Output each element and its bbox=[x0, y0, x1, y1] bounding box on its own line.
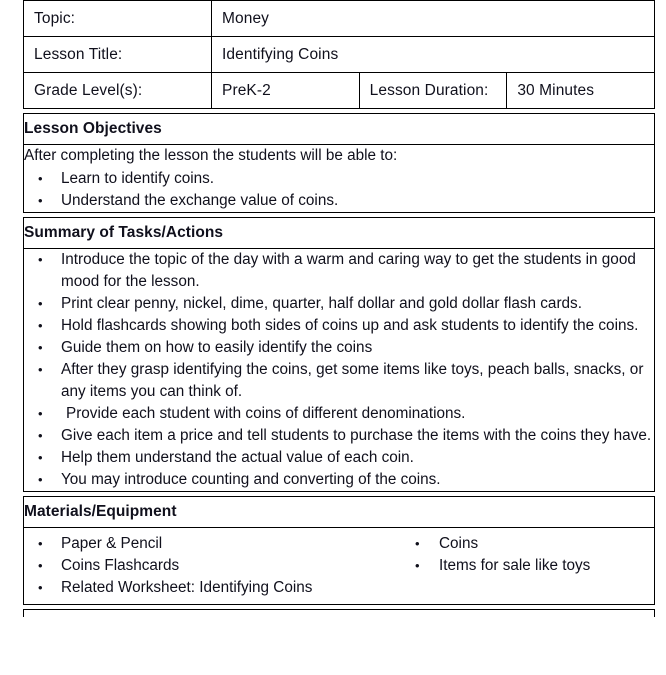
lesson-duration-value: 30 Minutes bbox=[517, 81, 595, 99]
materials-left-column bbox=[24, 533, 399, 599]
summary-item-text: Help them understand the actual value of each coin. bbox=[61, 449, 414, 466]
objectives-body-cell bbox=[24, 145, 655, 213]
list-item bbox=[399, 533, 654, 555]
lesson-objectives-table bbox=[23, 113, 655, 213]
grade-level-label-cell bbox=[24, 73, 212, 109]
next-section-table-partial bbox=[23, 609, 655, 617]
materials-right-list bbox=[399, 533, 654, 577]
topic-label: Topic: bbox=[34, 9, 76, 27]
list-item bbox=[24, 555, 399, 577]
grade-level-label: Grade Level(s): bbox=[34, 81, 143, 99]
list-item bbox=[24, 190, 654, 212]
summary-item-text: Introduce the topic of the day with a warm and caring way to get the students in good mood for the lesson. bbox=[61, 251, 636, 290]
topic-value-cell bbox=[212, 1, 655, 37]
summary-tasks-table bbox=[23, 217, 655, 492]
materials-left-list bbox=[24, 533, 399, 599]
list-item bbox=[24, 403, 654, 425]
material-item-text: Coins Flashcards bbox=[61, 557, 180, 574]
summary-heading: Summary of Tasks/Actions bbox=[24, 224, 224, 241]
lesson-duration-label-cell bbox=[359, 73, 507, 109]
objectives-lead-text: After completing the lesson the students will be able to: bbox=[24, 147, 398, 164]
objective-item-text: Learn to identify coins. bbox=[61, 170, 215, 187]
list-item bbox=[24, 337, 654, 359]
summary-item-text: Hold flashcards showing both sides of coins up and ask students to identify the coins. bbox=[61, 317, 639, 334]
lesson-title-value: Identifying Coins bbox=[222, 45, 339, 63]
list-item bbox=[24, 469, 654, 491]
materials-body-row bbox=[24, 528, 655, 605]
materials-right-column bbox=[399, 533, 654, 577]
materials-equipment-table bbox=[23, 496, 655, 605]
objectives-heading-row bbox=[24, 114, 655, 145]
grade-level-value: PreK-2 bbox=[222, 81, 271, 99]
summary-list bbox=[24, 249, 654, 491]
table-row-topic bbox=[24, 1, 655, 37]
list-item bbox=[24, 293, 654, 315]
summary-item-text: After they grasp identifying the coins, get some items like toys, peach balls, snacks, or any items you can think of. bbox=[61, 361, 644, 400]
table-row-grade-level bbox=[24, 73, 655, 109]
material-item-text: Paper & Pencil bbox=[61, 535, 163, 552]
lesson-duration-value-cell bbox=[507, 73, 655, 109]
material-item-text: Coins bbox=[439, 535, 479, 552]
list-item bbox=[399, 555, 654, 577]
summary-body-cell bbox=[24, 249, 655, 492]
summary-heading-row bbox=[24, 218, 655, 249]
objectives-heading-cell bbox=[24, 114, 655, 145]
objectives-body-row bbox=[24, 145, 655, 213]
topic-value: Money bbox=[222, 9, 270, 27]
list-item bbox=[24, 425, 654, 447]
material-item-text: Related Worksheet: Identifying Coins bbox=[61, 579, 313, 596]
summary-item-text: Provide each student with coins of different denominations. bbox=[66, 405, 466, 422]
topic-label-cell bbox=[24, 1, 212, 37]
next-section-cell-partial bbox=[24, 610, 655, 618]
objectives-heading: Lesson Objectives bbox=[24, 120, 162, 137]
lesson-title-label-cell bbox=[24, 37, 212, 73]
lesson-info-table bbox=[23, 0, 655, 109]
summary-heading-cell bbox=[24, 218, 655, 249]
list-item bbox=[24, 315, 654, 337]
summary-item-text: Print clear penny, nickel, dime, quarter, half dollar and gold dollar flash cards. bbox=[61, 295, 582, 312]
objectives-list bbox=[24, 168, 654, 212]
lesson-title-value-cell bbox=[212, 37, 655, 73]
summary-item-text: Guide them on how to easily identify the coins bbox=[61, 339, 373, 356]
materials-columns bbox=[24, 533, 654, 599]
list-item bbox=[24, 577, 399, 599]
lesson-plan-document bbox=[23, 0, 655, 617]
grade-level-value-cell bbox=[212, 73, 360, 109]
materials-heading-cell bbox=[24, 497, 655, 528]
summary-body-row bbox=[24, 249, 655, 492]
list-item bbox=[24, 359, 654, 403]
table-row-lesson-title bbox=[24, 37, 655, 73]
summary-item-text: You may introduce counting and converting of the coins. bbox=[61, 471, 441, 488]
next-section-row-partial bbox=[24, 610, 655, 618]
materials-heading: Materials/Equipment bbox=[24, 503, 177, 520]
materials-heading-row bbox=[24, 497, 655, 528]
list-item bbox=[24, 249, 654, 293]
list-item bbox=[24, 168, 654, 190]
material-item-text: Items for sale like toys bbox=[439, 557, 591, 574]
lesson-title-label: Lesson Title: bbox=[34, 45, 123, 63]
lesson-duration-label: Lesson Duration: bbox=[369, 81, 489, 99]
summary-item-text: Give each item a price and tell students to purchase the items with the coins they have. bbox=[61, 427, 652, 444]
objective-item-text: Understand the exchange value of coins. bbox=[61, 192, 339, 209]
materials-body-cell bbox=[24, 528, 655, 605]
list-item bbox=[24, 533, 399, 555]
list-item bbox=[24, 447, 654, 469]
